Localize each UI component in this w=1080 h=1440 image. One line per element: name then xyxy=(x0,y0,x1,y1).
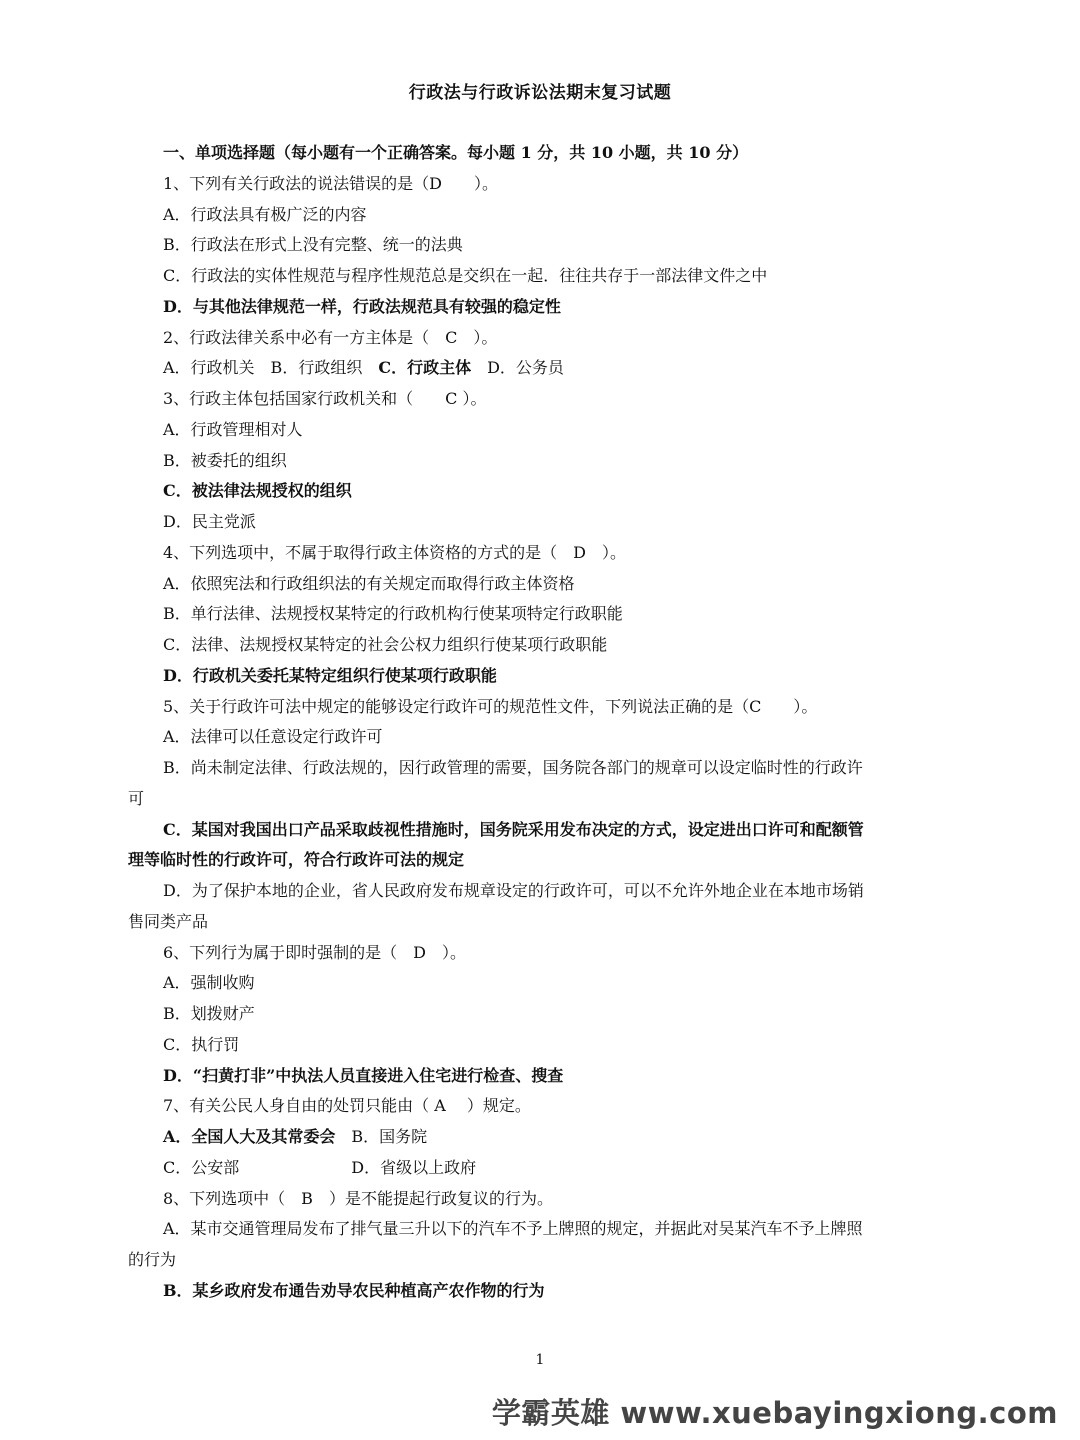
q3-option-d: D．民主党派 xyxy=(163,512,256,531)
q8-option-b: B．某乡政府发布通告劝导农民种植高产农作物的行为 xyxy=(163,1280,545,1300)
q5-option-a: A．法律可以任意设定行政许可 xyxy=(163,727,383,747)
question-7: 7、有关公民人身自由的处罚只能由（ A ）规定。 xyxy=(163,1096,531,1116)
q5-option-b-cont: 可 xyxy=(128,788,145,808)
q1-option-d: D．与其他法律规范一样，行政法规范具有较强的稳定性 xyxy=(163,296,561,316)
q3-option-b: B．被委托的组织 xyxy=(163,450,287,470)
q7-options-cd: C．公安部 D．省级以上政府 xyxy=(163,1157,477,1177)
question-5: 5、关于行政许可法中规定的能够设定行政许可的规范性文件，下列说法正确的是（C ）。 xyxy=(163,696,818,716)
page-number: 1 xyxy=(535,1352,545,1368)
q5-option-c-cont: 理等临时性的行政许可，符合行政许可法的规定 xyxy=(128,850,465,870)
q6-option-a: A．强制收购 xyxy=(163,973,255,993)
q3-option-a: A．行政管理相对人 xyxy=(163,419,303,439)
q4-option-b: B．单行法律、法规授权某特定的行政机构行使某项特定行政职能 xyxy=(163,604,623,624)
q2-options xyxy=(0,353,1080,383)
q5-option-b: B．尚未制定法律、行政法规的，因行政管理的需要，国务院各部门的规章可以设定临时性的行政许 xyxy=(163,758,863,777)
q7-options-ab-segment: B．国务院 xyxy=(335,1127,428,1146)
question-3: 3、行政主体包括国家行政机关和（ C ）。 xyxy=(163,389,487,408)
q5-option-d-cont: 售同类产品 xyxy=(128,911,209,931)
q2-options-segment: D．公务员 xyxy=(471,358,564,378)
q6-option-b: B．划拨财产 xyxy=(163,1004,255,1023)
q8-option-a-cont: 的行为 xyxy=(128,1250,177,1269)
q4-option-a: A．依照宪法和行政组织法的有关规定而取得行政主体资格 xyxy=(163,573,575,593)
q1-option-c: C．行政法的实体性规范与程序性规范总是交织在一起．往往共存于一部法律文件之中 xyxy=(163,266,768,285)
q2-options-segment: C．行政主体 xyxy=(378,358,472,378)
question-6: 6、下列行为属于即时强制的是（ D ）。 xyxy=(163,942,467,962)
q7-options-ab-segment: A．全国人大及其常委会 xyxy=(163,1127,336,1146)
q8-option-a: A．某市交通管理局发布了排气量三升以下的汽车不予上牌照的规定，并据此对吴某汽车不予上牌照 xyxy=(163,1219,863,1239)
document-title: 行政法与行政诉讼法期末复习试题 xyxy=(408,83,672,103)
q5-option-c: C．某国对我国出口产品采取歧视性措施时，国务院采用发布决定的方式，设定进出口许可和配额管 xyxy=(163,819,864,839)
question-4: 4、下列选项中，不属于取得行政主体资格的方式的是（ D ）。 xyxy=(163,542,627,562)
q2-options-segment: A．行政机关 B．行政组织 xyxy=(163,358,379,378)
site-watermark: 学霸英雄 www.xuebayingxiong.com xyxy=(491,1396,1058,1430)
q5-option-d: D．为了保护本地的企业，省人民政府发布规章设定的行政许可，可以不允许外地企业在本地市场销 xyxy=(163,881,864,900)
q4-option-d: D．行政机关委托某特定组织行使某项行政职能 xyxy=(163,665,497,685)
q1-option-a: A．行政法具有极广泛的内容 xyxy=(163,204,367,224)
question-2: 2、行政法律关系中必有一方主体是（ C ）。 xyxy=(163,327,498,347)
section-heading: 一、单项选择题（每小题有一个正确答案。每小题 1 分，共 10 小题，共 10 分） xyxy=(163,143,749,162)
q6-option-c: C．执行罚 xyxy=(163,1034,240,1054)
q3-option-c: C．被法律法规授权的组织 xyxy=(163,481,352,501)
question-1: 1、下列有关行政法的说法错误的是（D ）。 xyxy=(163,173,499,193)
question-8: 8、下列选项中（ B ）是不能提起行政复议的行为。 xyxy=(163,1188,553,1208)
q6-option-d: D．“扫黄打非”中执法人员直接进入住宅进行检查、搜查 xyxy=(163,1065,564,1085)
q7-options-ab xyxy=(0,1122,1080,1152)
q1-option-b: B．行政法在形式上没有完整、统一的法典 xyxy=(163,235,463,255)
q4-option-c: C．法律、法规授权某特定的社会公权力组织行使某项行政职能 xyxy=(163,635,608,654)
